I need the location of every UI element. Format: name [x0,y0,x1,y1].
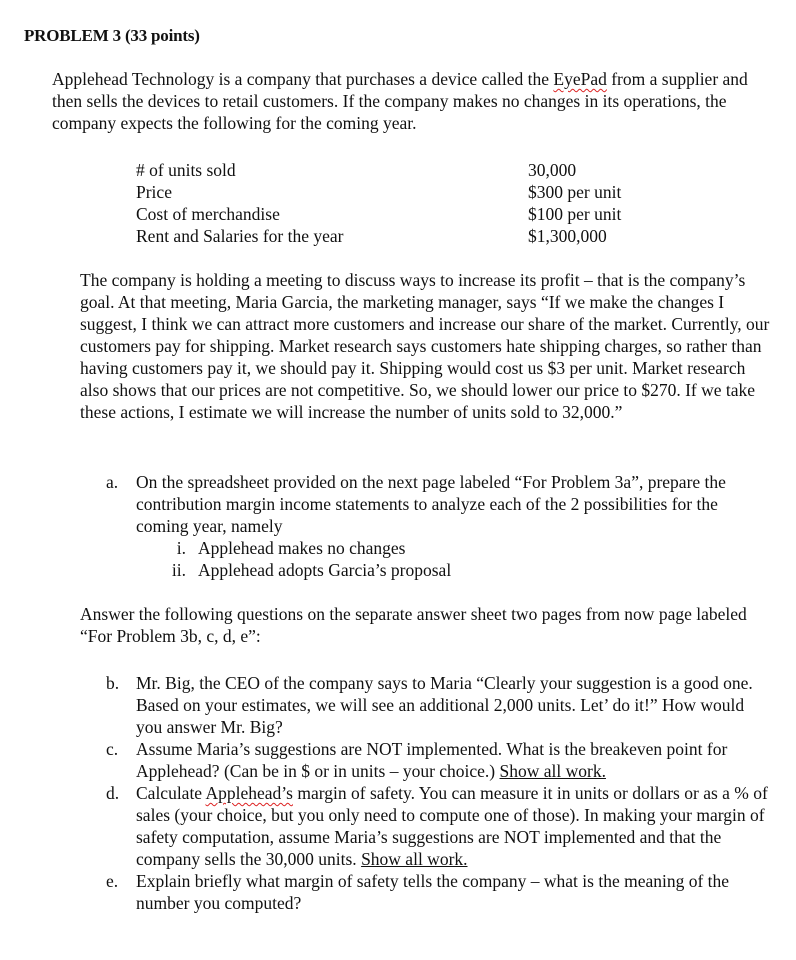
product-name: EyePad [553,69,607,89]
expected-figures-table [136,159,656,247]
question-text: Mr. Big, the CEO of the company says to Maria “Clearly your suggestion is a good one. Based on your estimates, we will see an additional 2,000 units. Let’ do it!” How would you answer Mr. Big? [136,673,753,737]
question-text [136,738,770,782]
option-text: Applehead makes no changes [198,538,406,558]
figure-label: # of units sold [136,160,236,180]
option-marker: ii. [171,560,186,580]
figure-value: $1,300,000 [528,226,607,246]
option-item [136,537,770,559]
intro-paragraph [52,68,768,134]
question-text-body: margin of safety. You can measure it in units or dollars or as a % of sales (your choice, but you only need to compute one of those). In making your margin of safety computation, assume Maria’s suggestions are NOT implemented and that the company sells the 30,000 units. [136,783,768,869]
question-list-b [106,672,770,914]
company-possessive: Applehead’s [205,783,293,803]
question-a [106,471,770,581]
question-c [106,738,770,782]
figure-value: 30,000 [528,160,577,180]
problem-heading: PROBLEM 3 (33 points) [24,26,200,45]
figure-row [136,181,656,203]
figure-value: $100 per unit [528,204,622,224]
question-marker: c. [106,739,119,759]
question-e [106,870,770,914]
answer-instructions: Answer the following questions on the separate answer sheet two pages from now page labeled “For Problem 3b, c, d, e”: [80,604,747,646]
show-work-note: Show all work. [361,849,468,869]
question-b [106,672,770,738]
question-marker: b. [106,673,120,693]
option-item [136,559,770,581]
question-marker: d. [106,783,120,803]
figure-label: Rent and Salaries for the year [136,226,344,246]
intro-text-end: from a supplier and then sells the devices to retail customers. If the company makes no changes in its operations, the company expects the following for the coming year. [52,69,748,133]
question-list-a [106,471,770,581]
figure-value: $300 per unit [528,182,622,202]
question-text [136,782,770,870]
figure-row [136,225,656,247]
question-text-body: Assume Maria’s suggestions are NOT implemented. What is the breakeven point for Applehead? (Can be in $ or in units – your choice.) [136,739,728,781]
meeting-paragraph: The company is holding a meeting to discuss ways to increase its profit – that is the company’s goal. At that meeting, Maria Garcia, the marketing manager, says “If we make the changes I suggest, I think we can attract more customers and increase our share of the market. Currently, our customers pay for shipping. Market research says customers hate shipping charges, so rather than having customers pay it, we should pay it. Shipping would cost us $3 per unit. Market research also shows that our prices are not competitive. So, we should lower our price to $270. If we take these actions, I estimate we will increase the number of units sold to 32,000.” [80,270,770,422]
question-text: Explain briefly what margin of safety tells the company – what is the meaning of the number you computed? [136,871,730,913]
option-text: Applehead adopts Garcia’s proposal [198,560,452,580]
question-text-lead: Calculate [136,783,206,803]
figure-row [136,203,656,225]
show-work-note: Show all work. [499,761,606,781]
question-text: On the spreadsheet provided on the next page labeled “For Problem 3a”, prepare the contribution margin income statements to analyze each of the 2 possibilities for the coming year, namely [136,472,726,536]
figure-label: Cost of merchandise [136,204,280,224]
figure-label: Price [136,182,172,202]
intro-text-start: Applehead Technology is a company that purchases a device called the [52,69,554,89]
question-d [106,782,770,870]
question-marker: e. [106,871,119,891]
question-marker: a. [106,472,119,492]
option-marker: i. [176,538,186,558]
figure-row [136,159,656,181]
